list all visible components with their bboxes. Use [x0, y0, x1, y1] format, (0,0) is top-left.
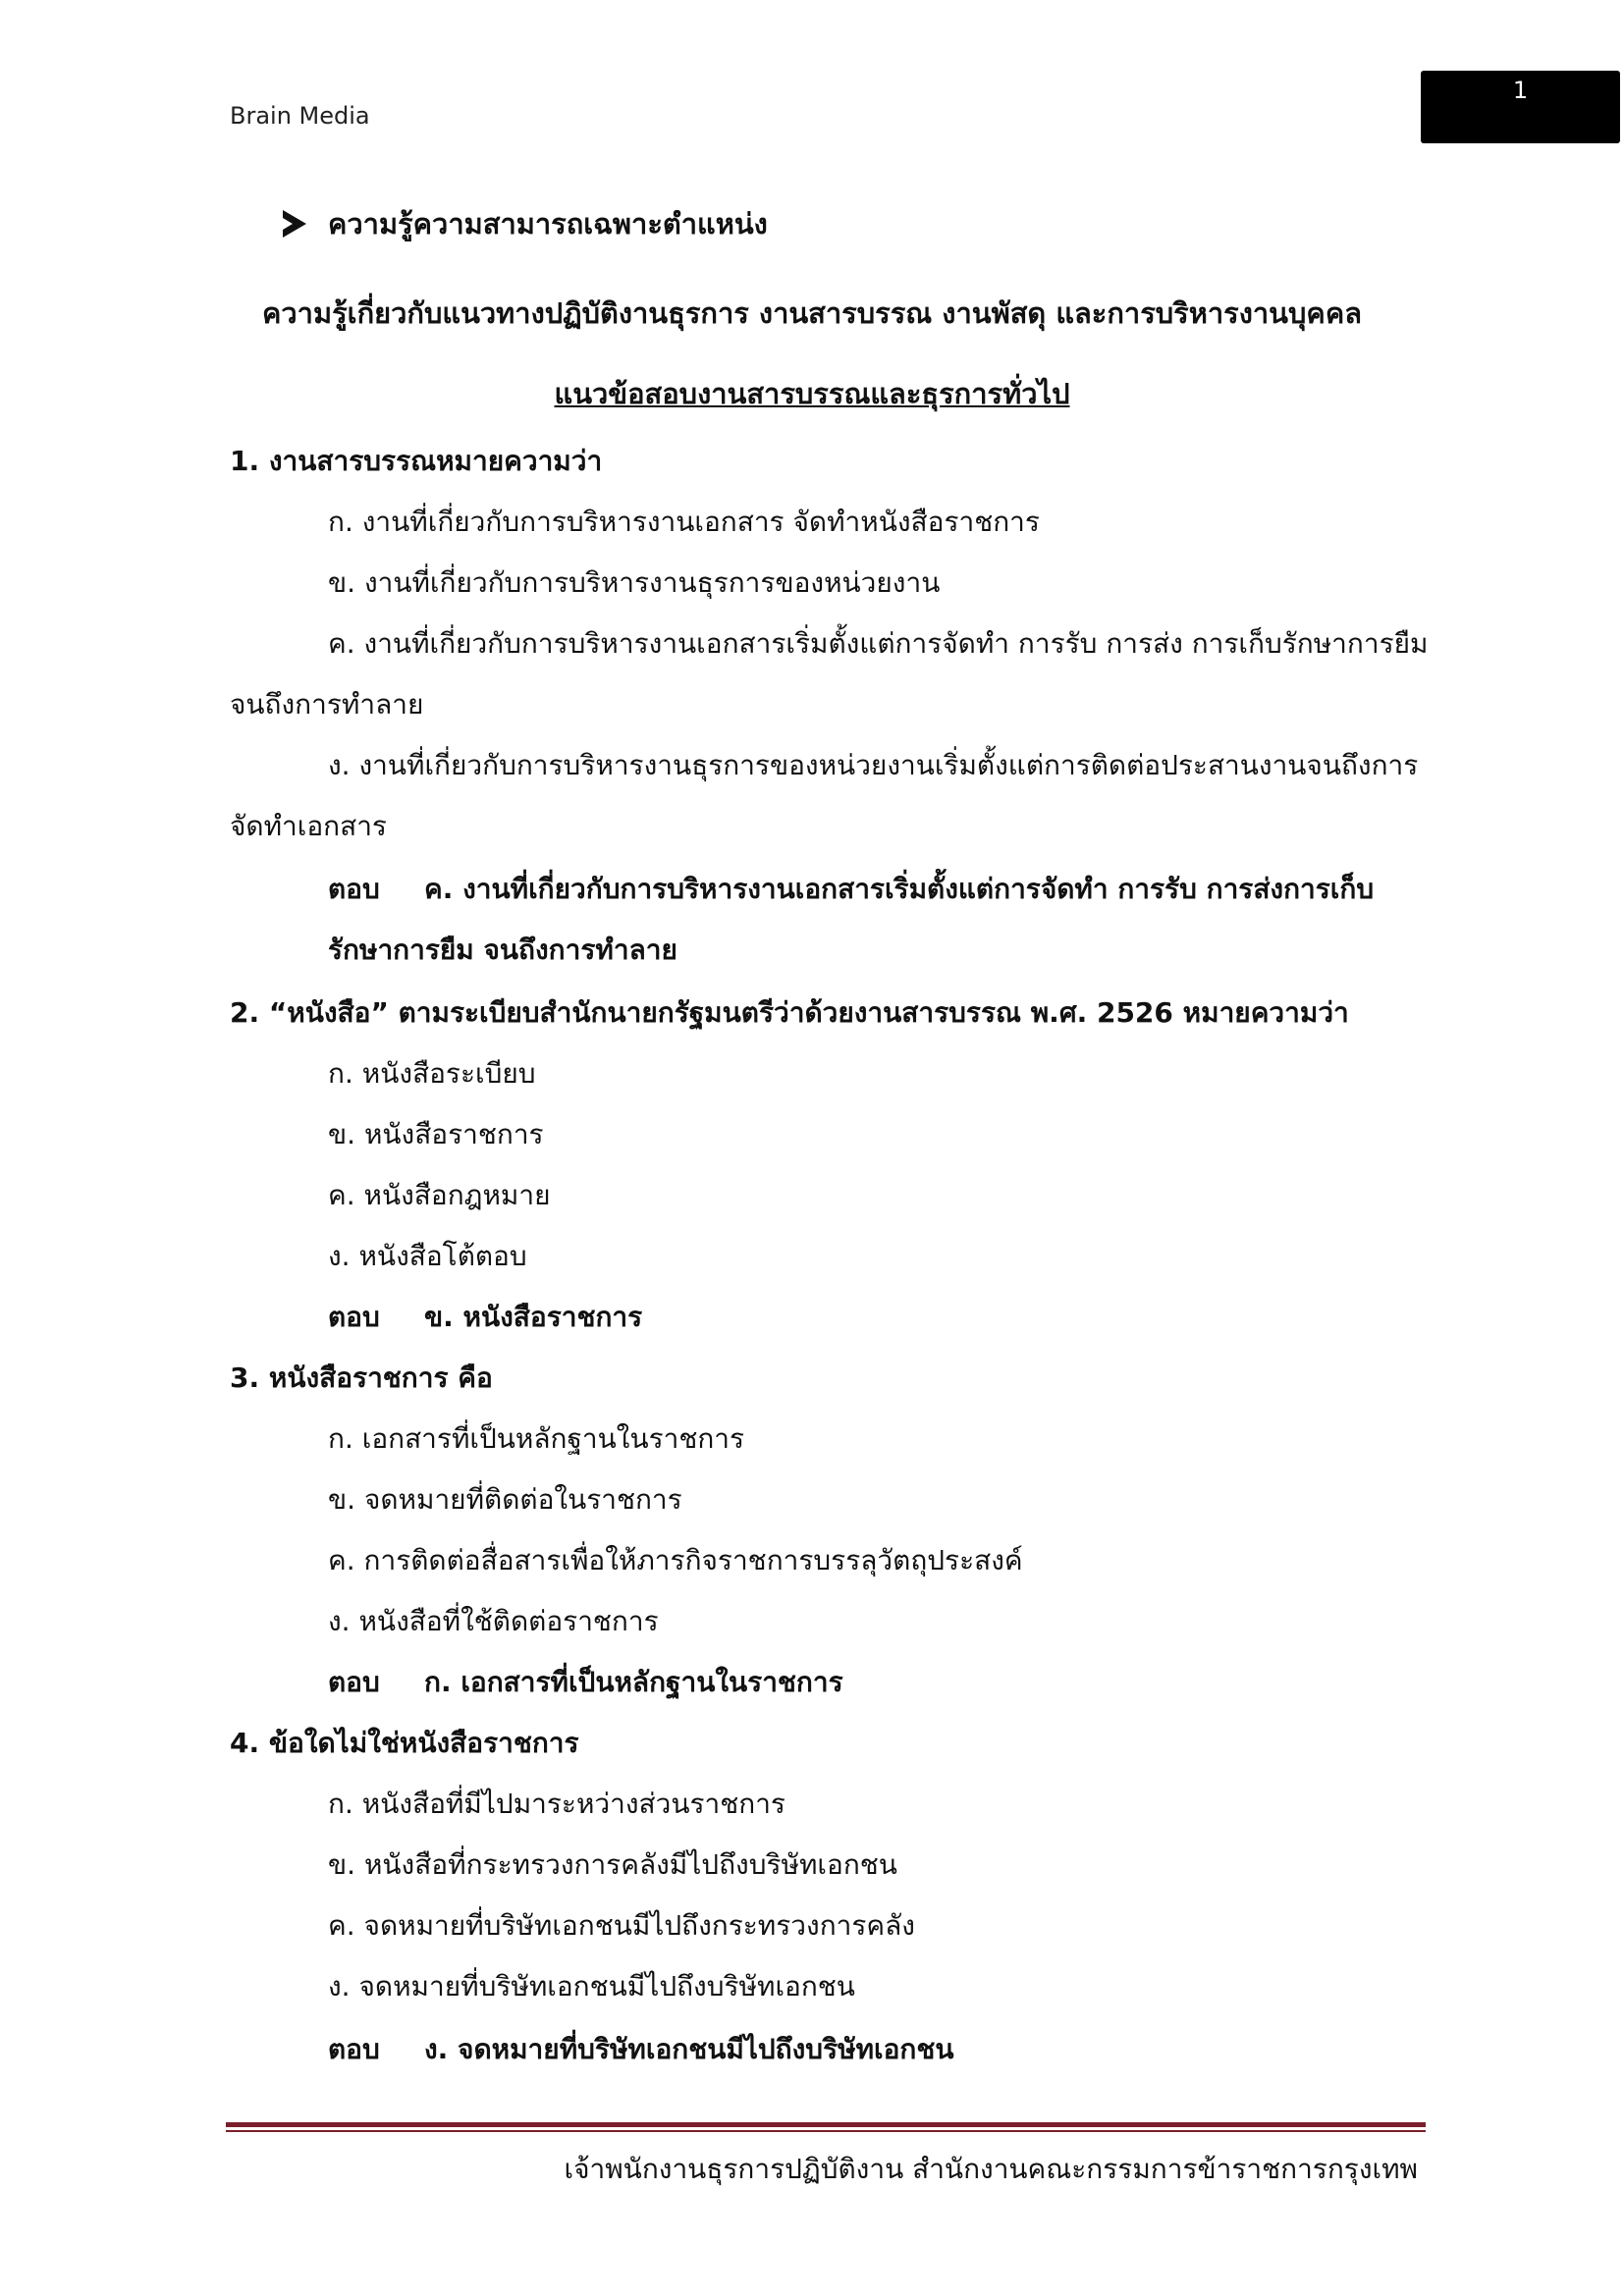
question-3-option-d: ง. หนังสือที่ใช้ติดต่อราชการ: [328, 1605, 659, 1637]
question-1-option-c: ค. งานที่เกี่ยวกับการบริหารงานเอกสารเริ่มตั้งแต่การจัดทำ การรับ การส่ง การเก็บรักษาการยืม: [328, 627, 1429, 660]
answer-text: ก. เอกสารที่เป็นหลักฐานในราชการ: [424, 1666, 843, 1698]
footer-rule: [226, 2122, 1426, 2127]
question-4-option-c: ค. จดหมายที่บริษัทเอกชนมีไปถึงกระทรวงการคลัง: [328, 1909, 915, 1942]
header-brand: Brain Media: [230, 102, 370, 130]
question-2-answer: [328, 1296, 642, 1339]
arrow-bullet-icon: [283, 210, 306, 238]
question-2-option-c: ค. หนังสือกฎหมาย: [328, 1179, 551, 1211]
question-1-option-b: ข. งานที่เกี่ยวกับการบริหารงานธุรการของหน่วยงาน: [328, 566, 941, 599]
question-1-option-c-cont: จนถึงการทำลาย: [230, 688, 424, 721]
subtitle: ความรู้เกี่ยวกับแนวทางปฏิบัติงานธุรการ งานสารบรรณ งานพัสดุ และการบริหารงานบุคคล: [262, 296, 1362, 330]
page-heading: แนวข้อสอบงานสารบรรณและธุรการทั่วไป: [554, 377, 1070, 410]
answer-text: ข. หนังสือราชการ: [424, 1301, 643, 1333]
question-2-option-b: ข. หนังสือราชการ: [328, 1118, 544, 1150]
question-3-option-c: ค. การติดต่อสื่อสารเพื่อให้ภารกิจราชการบรรลุวัตถุประสงค์: [328, 1544, 1023, 1576]
answer-text: ง. จดหมายที่บริษัทเอกชนมีไปถึงบริษัทเอกชน: [424, 2033, 954, 2065]
question-1-option-a: ก. งานที่เกี่ยวกับการบริหารงานเอกสาร จัดทำหนังสือราชการ: [328, 506, 1040, 538]
answer-label: ตอบ: [328, 873, 380, 905]
answer-label: ตอบ: [328, 1301, 380, 1333]
question-4: 4. ข้อใดไม่ใช่หนังสือราชการ: [230, 1727, 579, 1759]
answer-label: ตอบ: [328, 2033, 380, 2065]
footer-text: เจ้าพนักงานธุรการปฏิบัติงาน สำนักงานคณะกรรมการข้าราชการกรุงเทพ: [564, 2153, 1418, 2185]
question-2-option-a: ก. หนังสือระเบียบ: [328, 1057, 536, 1090]
footer-rule-thin: [226, 2130, 1426, 2132]
question-1-option-d: ง. งานที่เกี่ยวกับการบริหารงานธุรการของหน่วยงานเริ่มตั้งแต่การติดต่อประสานงานจนถึงการ: [328, 749, 1419, 781]
question-3-answer: [328, 1661, 843, 1704]
section-title-text: ความรู้ความสามารถเฉพาะตำแหน่ง: [328, 207, 768, 240]
question-1: 1. งานสารบรรณหมายความว่า: [230, 445, 603, 477]
question-1-answer-cont: รักษาการยืม จนถึงการทำลาย: [328, 934, 677, 966]
question-4-option-b: ข. หนังสือที่กระทรวงการคลังมีไปถึงบริษัทเอกชน: [328, 1848, 897, 1881]
answer-text: ค. งานที่เกี่ยวกับการบริหารงานเอกสารเริ่มตั้งแต่การจัดทำ การรับ การส่งการเก็บ: [424, 873, 1375, 905]
question-3-option-b: ข. จดหมายที่ติดต่อในราชการ: [328, 1483, 682, 1516]
question-4-option-a: ก. หนังสือที่มีไปมาระหว่างส่วนราชการ: [328, 1788, 785, 1820]
question-2-option-d: ง. หนังสือโต้ตอบ: [328, 1240, 527, 1272]
question-1-option-d-cont: จัดทำเอกสาร: [230, 810, 387, 842]
question-1-answer: [328, 868, 1374, 911]
answer-label: ตอบ: [328, 1666, 380, 1698]
question-2: 2. “หนังสือ” ตามระเบียบสำนักนายกรัฐมนตรีว่าด้วยงานสารบรรณ พ.ศ. 2526 หมายความว่า: [230, 996, 1349, 1029]
page-number-badge: 1: [1421, 71, 1620, 143]
question-3-option-a: ก. เอกสารที่เป็นหลักฐานในราชการ: [328, 1422, 745, 1455]
question-4-answer: [328, 2028, 954, 2071]
question-3: 3. หนังสือราชการ คือ: [230, 1362, 493, 1394]
question-4-option-d: ง. จดหมายที่บริษัทเอกชนมีไปถึงบริษัทเอกชน: [328, 1970, 855, 2002]
section-title: [283, 201, 768, 246]
